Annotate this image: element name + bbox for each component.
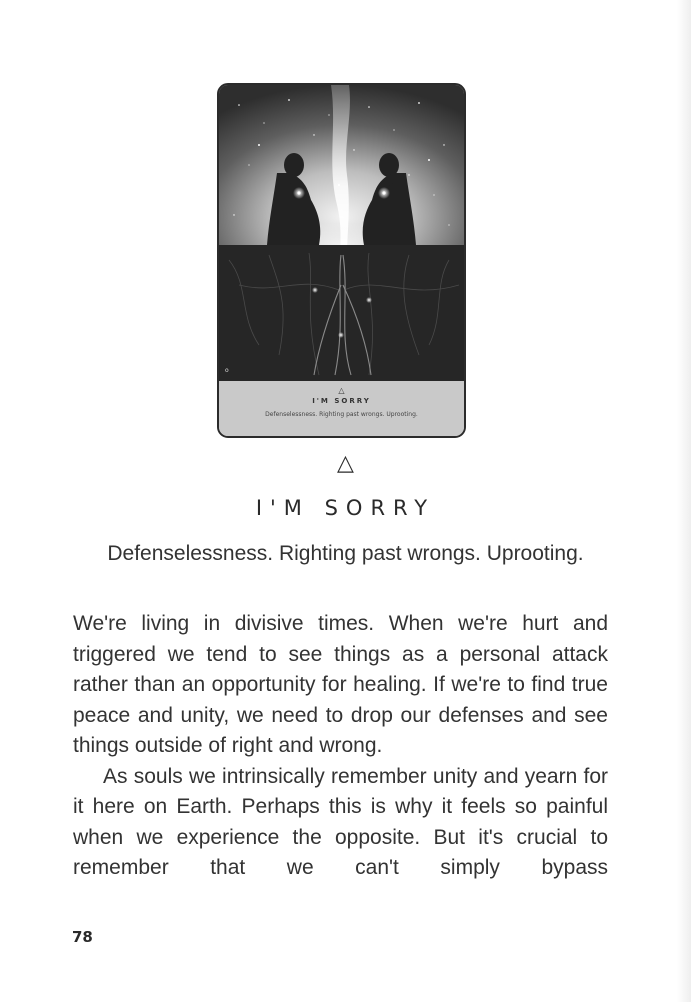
page-title: I'M SORRY <box>255 496 436 520</box>
card-corner-mark: o <box>225 367 229 374</box>
card-title: I'M SORRY <box>312 397 371 405</box>
card-illustration <box>219 85 464 381</box>
keywords-line: Defenselessness. Righting past wrongs. Uprooting. <box>107 542 584 565</box>
triangle-symbol: △ <box>337 451 354 476</box>
body-paragraph-1: We're living in divisive times. When we're hurt and triggered we tend to see things as a personal attack rather than an opportunity for healing. If we're to find true peace and unity, we need to drop our defenses and see things outside of right and wrong. <box>73 612 608 757</box>
card-caption <box>219 381 464 436</box>
page-number: 78 <box>72 928 93 946</box>
body-paragraph-2: As souls we intrinsically remember unity and yearn for it here on Earth. Perhaps this is why it feels so painful when we experience the opposite. But it's crucial to remember that we can't simply bypass <box>73 764 608 879</box>
card-keywords: Defenselessness. Righting past wrongs. Uprooting. <box>265 411 418 418</box>
oracle-card <box>217 83 466 438</box>
body-text <box>73 609 608 884</box>
card-triangle-symbol: △ <box>338 386 345 395</box>
